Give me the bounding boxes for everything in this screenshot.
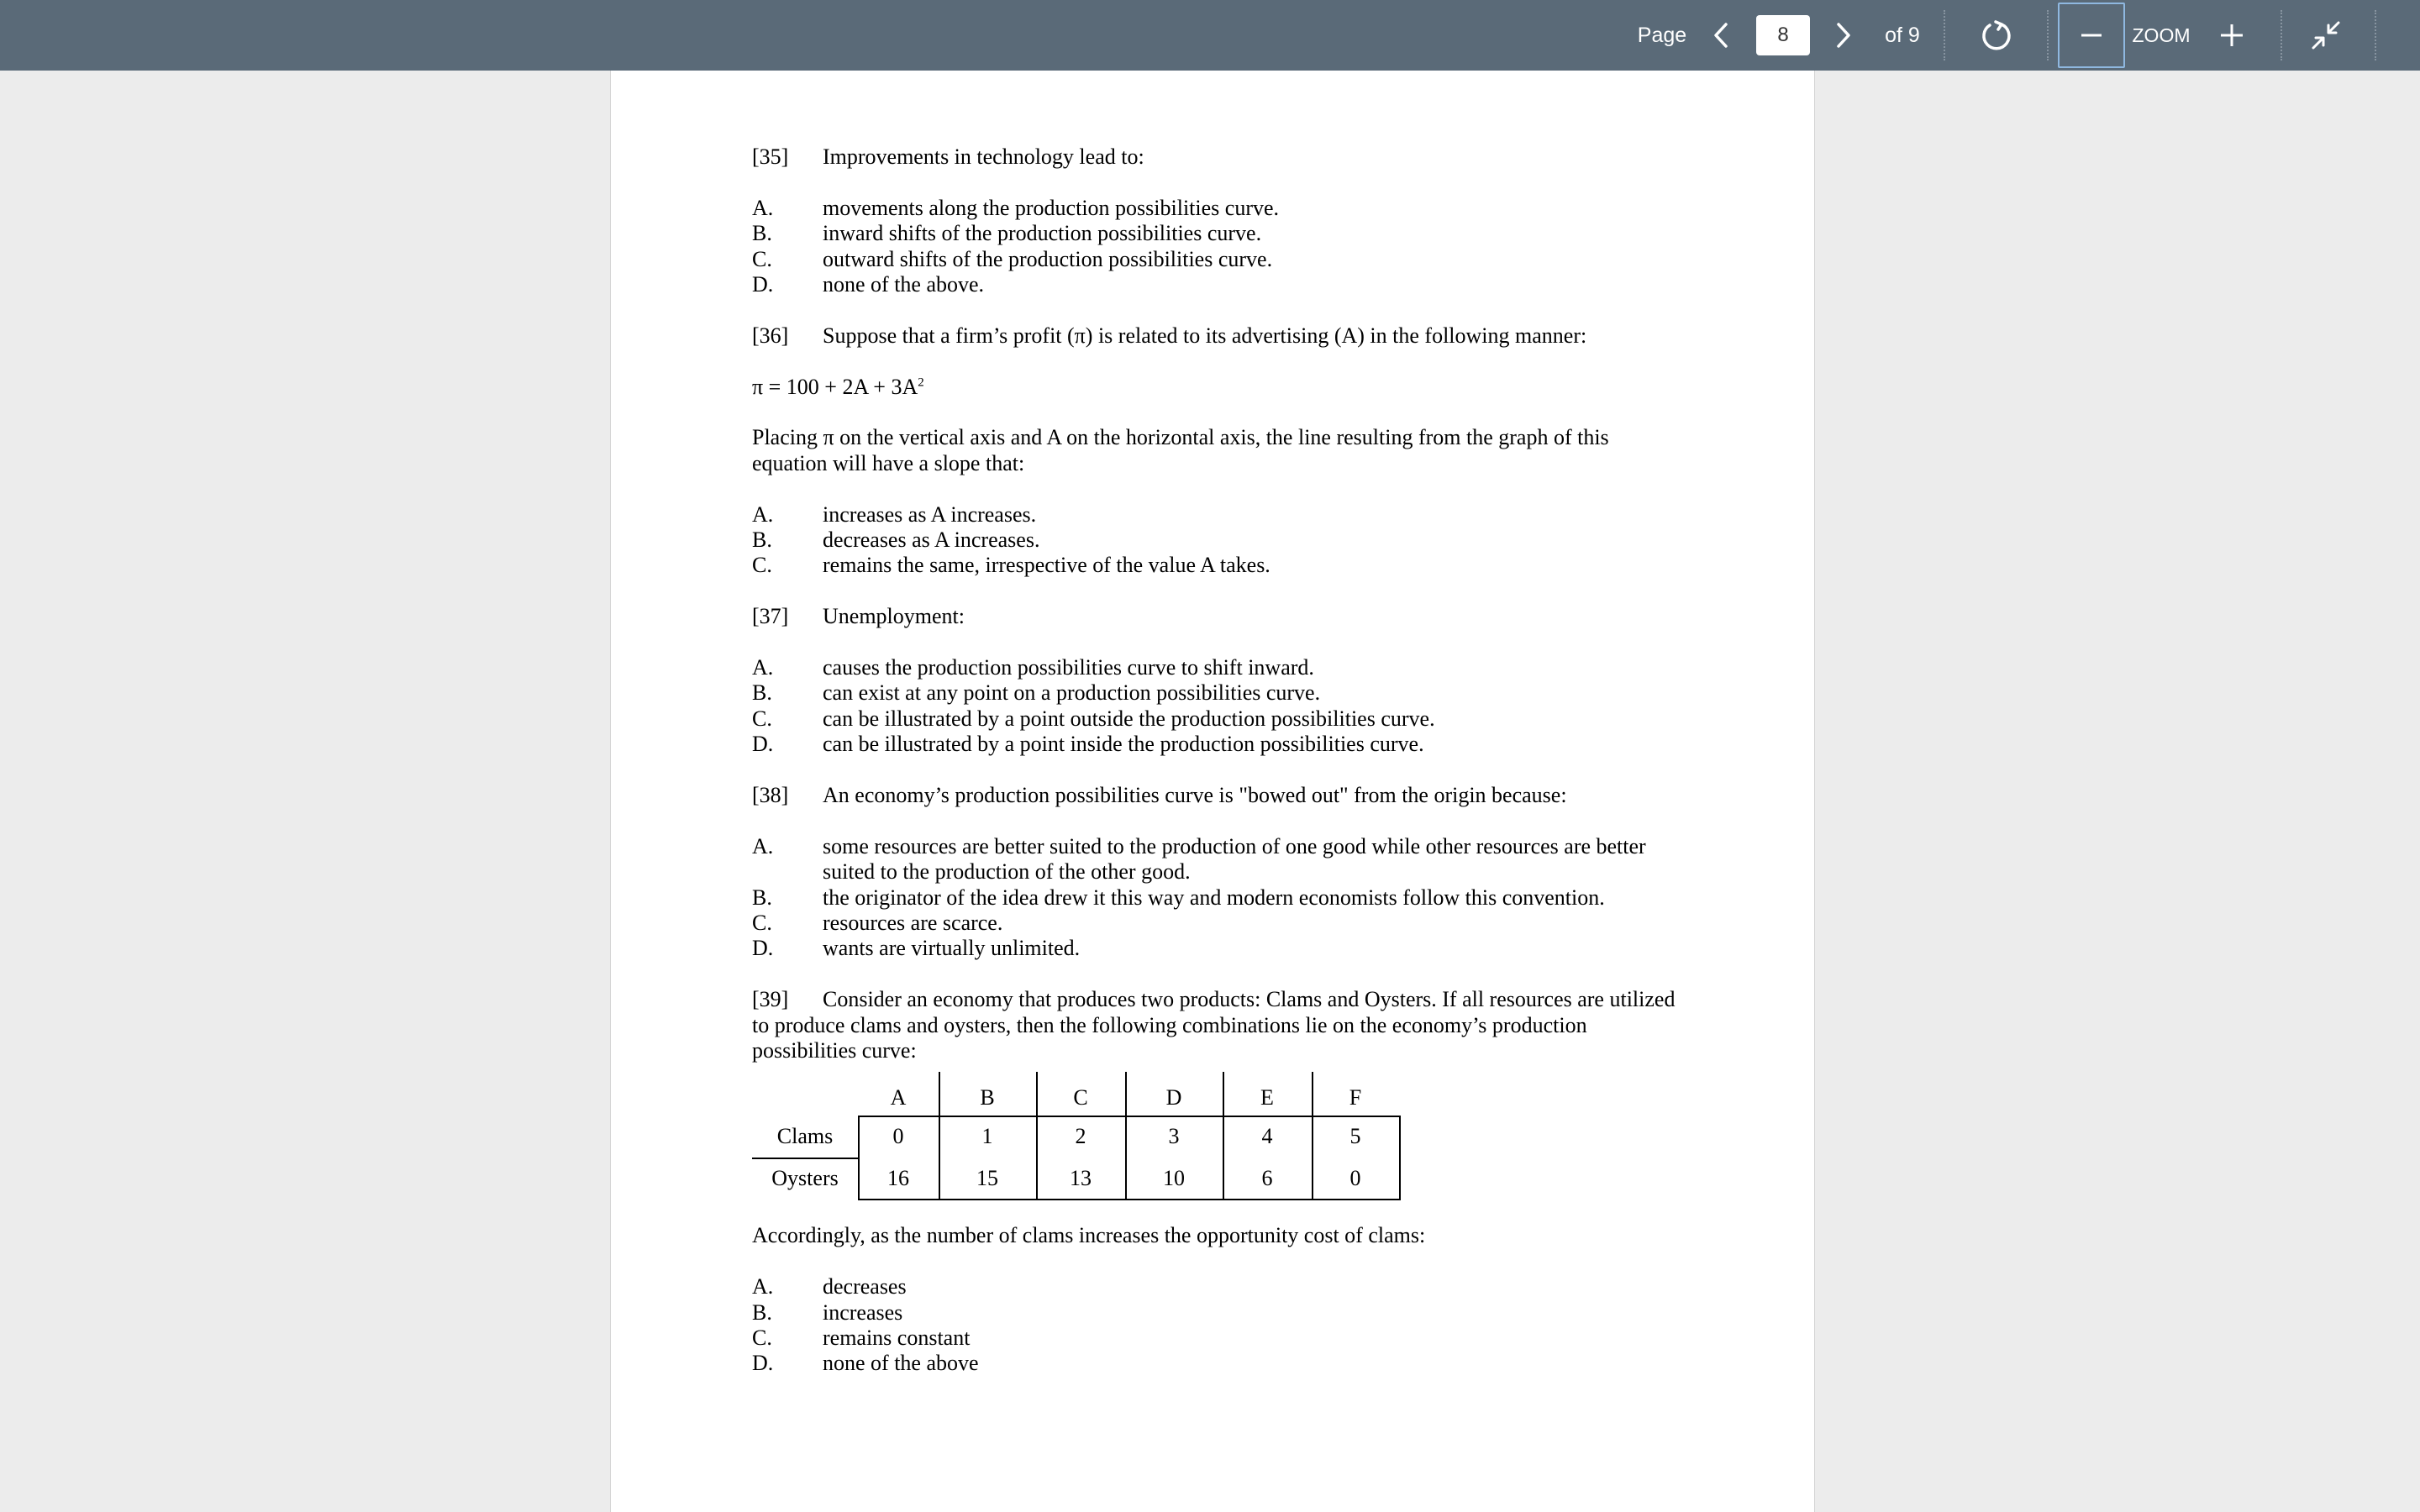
option-letter: D. [752,272,774,297]
option-letter: C. [752,1326,772,1351]
option-letter: D. [752,1351,774,1376]
question-35 [752,144,1685,170]
option-row [752,680,1685,706]
option-text: some resources are better suited to the production of one good while other resources are better suited to the production of the other good. [823,833,1646,885]
option-text: increases [823,1299,903,1325]
option-text: wants are virtually unlimited. [823,936,1081,961]
option-text: remains the same, irrespective of the value A takes. [823,553,1270,578]
table-rule [1223,1072,1224,1200]
option-row [752,1351,1685,1376]
option-row [752,272,1685,297]
option-text: movements along the production possibilities curve. [823,195,1280,220]
zoom-label: ZOOM [2132,24,2191,46]
option-letter: B. [752,528,772,553]
option-text: none of the above [823,1351,979,1376]
question-38 [752,783,1685,808]
combinations-table [752,1072,1685,1223]
row-label-clams: Clams [776,1124,834,1149]
option-row [752,655,1685,680]
column-header: B [980,1085,995,1110]
option-letter: C. [752,246,772,271]
rotate-icon [1980,18,2013,52]
option-row [752,936,1685,961]
question-number: [39] [752,987,789,1012]
option-text: resources are scarce. [823,911,1003,936]
option-row [752,885,1685,911]
option-row [752,553,1685,578]
rotate-button[interactable] [1975,0,2018,71]
column-header: A [890,1085,907,1110]
toolbar-divider [2281,10,2282,60]
question-text: Consider an economy that produces two products: Clams and Oysters. If all resources are utilized to produce clams and oysters, then the following combinations lie on the economy’s production possibilities curve: [752,987,1676,1063]
exit-fullscreen-button[interactable] [2306,0,2346,71]
table-cell: 0 [892,1124,904,1149]
option-letter: A. [752,501,774,527]
option-letter: A. [752,1274,774,1299]
question-prompt: Accordingly, as the number of clams increases the opportunity cost of clams: [752,1223,1426,1248]
option-letter: D. [752,936,774,961]
collapse-icon [2311,20,2341,50]
table-rule [858,1116,860,1200]
option-text: the originator of the idea drew it this way and modern economists follow this convention. [823,885,1605,910]
table-cell: 0 [1349,1166,1361,1191]
table-cell: 5 [1349,1124,1361,1149]
option-row [752,247,1685,272]
pdf-toolbar [0,0,2420,71]
option-letter: A. [752,195,774,220]
table-rule [1125,1072,1127,1200]
chevron-right-icon [1835,22,1852,49]
question-number: [36] [752,323,789,348]
option-text: outward shifts of the production possibilities curve. [823,246,1273,271]
table-cell: 16 [887,1166,909,1191]
table-cell: 13 [1070,1166,1092,1191]
question-37 [752,604,1685,629]
table-cell: 3 [1168,1124,1180,1149]
minus-icon [2080,33,2103,38]
option-text: remains constant [823,1326,971,1351]
option-letter: D. [752,732,774,757]
table-rule [1399,1116,1401,1200]
toolbar-divider [1944,10,1945,60]
option-text: inward shifts of the production possibilities curve. [823,221,1262,246]
option-text: can be illustrated by a point inside the production possibilities curve. [823,732,1424,757]
table-cell: 2 [1075,1124,1086,1149]
question-text: Suppose that a firm’s profit (π) is related to its advertising (A) in the following manner: [823,323,1587,348]
option-row [752,196,1685,221]
option-text: decreases as A increases. [823,528,1040,553]
table-rule [858,1199,1401,1200]
table-rule [858,1116,1401,1117]
question-text: An economy’s production possibilities curve is "bowed out" from the origin because: [823,783,1567,808]
table-rule [1312,1072,1313,1200]
next-page-button[interactable] [1828,0,1859,71]
option-row [752,911,1685,936]
option-row [752,1300,1685,1326]
page-label: Page [1637,23,1687,47]
option-letter: C. [752,706,772,731]
option-row [752,502,1685,528]
page-content [752,144,1685,1377]
table-rule [752,1158,858,1159]
option-letter: A. [752,833,774,858]
question-prompt: Placing π on the vertical axis and A on the horizontal axis, the line resulting from the graph of this equation will have a slope that: [752,425,1609,475]
option-letter: C. [752,553,772,578]
question-number: [37] [752,604,789,629]
option-row [752,706,1685,732]
column-header: C [1073,1085,1088,1110]
page-number-input[interactable]: 8 [1756,15,1810,55]
total-pages-label: of 9 [1885,23,1920,47]
question-text: Unemployment: [823,604,965,629]
option-letter: B. [752,680,772,706]
option-letter: C. [752,911,772,936]
question-39 [752,987,1685,1063]
zoom-in-button[interactable] [2213,0,2250,71]
option-row [752,1274,1685,1299]
option-text: causes the production possibilities curve to shift inward. [823,655,1314,680]
toolbar-divider [2047,10,2049,60]
option-text: increases as A increases. [823,501,1037,527]
option-text: can be illustrated by a point outside the production possibilities curve. [823,706,1435,731]
option-text: decreases [823,1274,907,1299]
table-rule [939,1072,940,1200]
table-cell: 15 [976,1166,998,1191]
profit-equation [752,375,1685,400]
plus-icon [2219,23,2244,48]
option-row [752,528,1685,553]
option-text: can exist at any point on a production possibilities curve. [823,680,1321,706]
previous-page-button[interactable] [1706,0,1736,71]
table-rule [1036,1072,1038,1200]
zoom-out-icon-wrap [2058,0,2125,71]
option-letter: B. [752,885,772,910]
table-cell: 10 [1163,1166,1185,1191]
question-number: [38] [752,783,789,808]
row-label-oysters: Oysters [771,1166,839,1191]
question-text: Improvements in technology lead to: [823,144,1144,169]
equation-exponent: 2 [918,375,924,389]
question-number: [35] [752,144,789,169]
table-cell: 6 [1261,1166,1273,1191]
column-header: D [1165,1085,1182,1110]
table-cell: 1 [981,1124,993,1149]
option-text: none of the above. [823,272,985,297]
option-row [752,732,1685,757]
option-row [752,1326,1685,1351]
option-letter: B. [752,1299,772,1325]
option-row [752,834,1685,885]
option-row [752,221,1685,246]
chevron-left-icon [1712,22,1729,49]
option-letter: A. [752,655,774,680]
column-header: F [1349,1085,1362,1110]
option-letter: B. [752,221,772,246]
equation-main: π = 100 + 2A + 3A [752,374,918,399]
column-header: E [1260,1085,1274,1110]
toolbar-divider [2375,10,2376,60]
table-cell: 4 [1261,1124,1273,1149]
pdf-page [610,71,1815,1512]
question-36 [752,323,1685,349]
